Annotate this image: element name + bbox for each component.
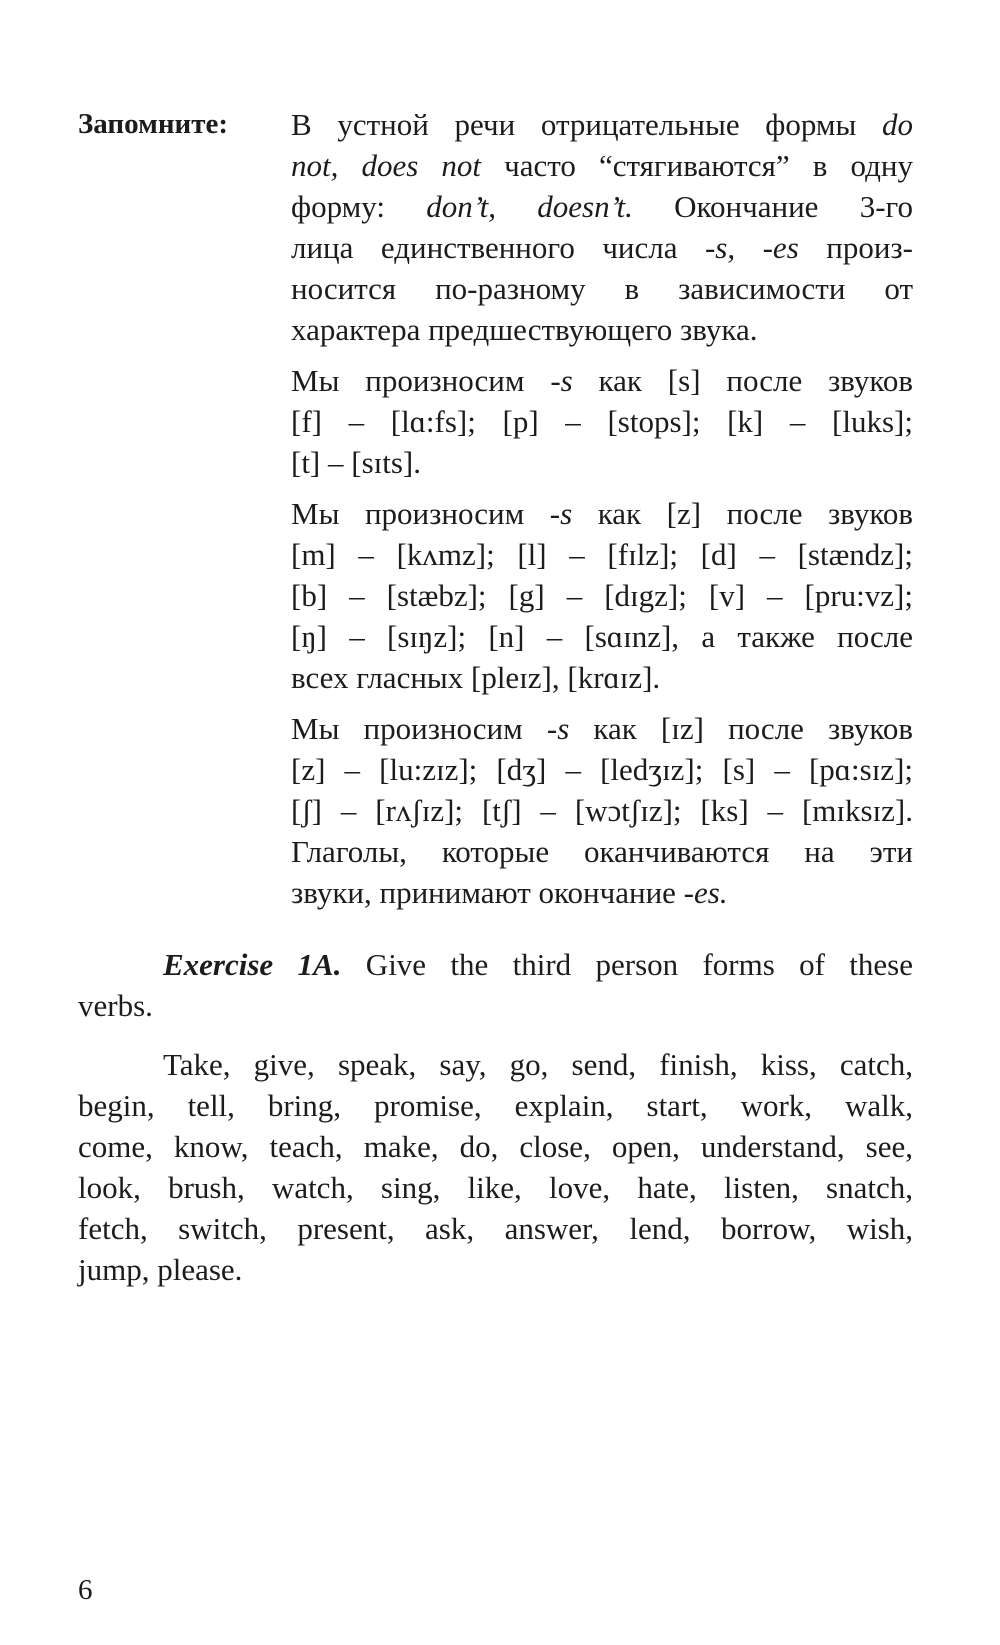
italic-term: do [882,107,913,142]
text-run: Мы произносим [291,711,547,746]
text-run: Окончание 3-го [632,189,913,224]
text-run: произ- [798,230,913,265]
text-line: [ʃ] – [rʌʃɪz]; [tʃ] – [wɔtʃɪz]; [ks] – [mɪksɪz]. [291,793,913,828]
italic-term: -s [546,711,570,746]
text-line [291,104,913,145]
italic-term: -s [550,363,573,398]
text-run: Мы произносим [291,496,550,531]
text-line: Глаголы, которые оканчиваются на эти [291,834,913,869]
text-run: как [ɪz] после звуков [569,711,913,746]
text-run: звуки, принимают окончание [291,875,684,910]
page-number: 6 [78,1574,93,1606]
text-run: В устной речи отрицательные формы [291,107,882,142]
note-paragraph-iz-sound [291,708,913,913]
text-line: [ŋ] – [sɪŋz]; [n] – [sɑɪnz], а также после [291,619,913,654]
text-run: как [z] после звуков [572,496,913,531]
text-run: как [s] после звуков [572,363,913,398]
note-paragraph-contractions [291,104,913,350]
text-line: Take, give, speak, say, go, send, finish, kiss, catch, [163,1047,913,1082]
text-run: Give the third person forms of these [341,947,914,982]
exercise-word-list [78,1044,913,1290]
text-line: [z] – [lu:zɪz]; [dʒ] – [ledʒɪz]; [s] – [pɑ:sɪz]; [291,752,913,787]
text-line: look, brush, watch, sing, like, love, hate, listen, snatch, [78,1170,913,1205]
text-line [291,145,913,186]
italic-term: -es. [683,875,728,910]
note-paragraph-s-sound [291,360,913,483]
text-line [291,872,913,913]
text-line: [t] – [sɪts]. [291,445,422,480]
text-run: Мы произносим [291,363,551,398]
exercise-instruction [78,944,913,1026]
text-line: характера предшествующего звука. [291,312,758,347]
note-body [291,104,913,923]
text-line [78,944,913,985]
italic-term: don’t, doesn’t. [426,189,633,224]
text-line [291,360,913,401]
text-line: verbs. [78,988,153,1023]
text-line [291,708,913,749]
text-line: [b] – [stæbz]; [g] – [dɪgz]; [v] – [pru:vz]; [291,578,913,613]
text-line [291,186,913,227]
italic-term: -s [549,496,573,531]
text-line: jump, please. [78,1252,243,1287]
text-line: носится по-разному в зависимости от [291,271,913,306]
text-run: лица единственного числа [291,230,705,265]
note-label: Запомните: [78,108,229,140]
text-line: [f] – [lɑ:fs]; [p] – [stops]; [k] – [luks]; [291,404,913,439]
text-line [291,227,913,268]
text-line: begin, tell, bring, promise, explain, start, work, walk, [78,1088,913,1123]
exercise-title: Exercise 1A. [163,947,342,982]
italic-term: not, does not [291,148,482,183]
note-paragraph-z-sound [291,493,913,698]
text-line: [m] – [kʌmz]; [l] – [fɪlz]; [d] – [stændz]; [291,537,913,572]
text-line [291,493,913,534]
text-line: come, know, teach, make, do, close, open, understand, see, [78,1129,913,1164]
text-line: всех гласных [pleɪz], [krɑɪz]. [291,660,661,695]
text-line: fetch, switch, present, ask, answer, lend, borrow, wish, [78,1211,913,1246]
italic-term: -s, -es [704,230,799,265]
text-run: форму: [291,189,427,224]
text-run: часто “стягиваются” в одну [481,148,913,183]
